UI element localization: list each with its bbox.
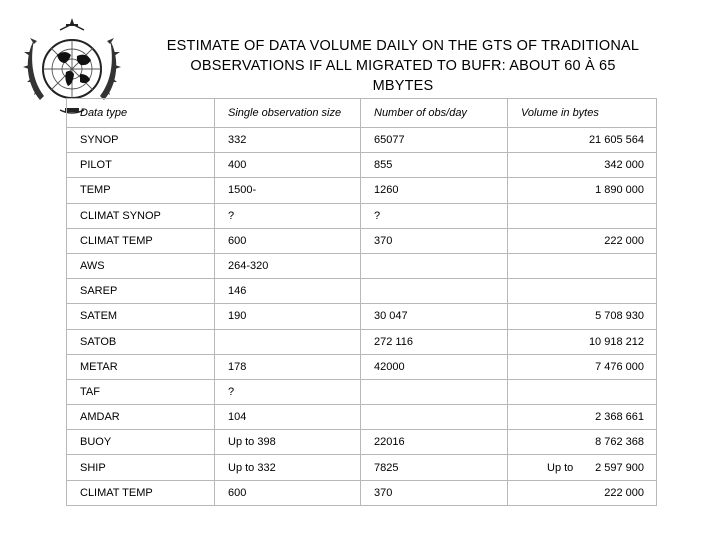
cell-observation-size: 332	[215, 128, 361, 153]
cell-obs-per-day: 65077	[361, 128, 508, 153]
cell-volume-bytes	[508, 329, 657, 354]
table-row	[67, 480, 657, 505]
cell-data-type: SATEM	[67, 304, 215, 329]
cell-observation-size: 600	[215, 480, 361, 505]
cell-data-type: CLIMAT TEMP	[67, 228, 215, 253]
cell-observation-size: Up to 332	[215, 455, 361, 480]
header-observation-size: Single observation size	[215, 99, 361, 128]
title-line: ESTIMATE OF DATA VOLUME DAILY ON THE GTS OF TRADITIONAL	[166, 38, 640, 54]
cell-obs-per-day: 370	[361, 228, 508, 253]
cell-volume-bytes	[508, 178, 657, 203]
cell-observation-size: 400	[215, 153, 361, 178]
cell-obs-per-day: 855	[361, 153, 508, 178]
table-row	[67, 405, 657, 430]
cell-observation-size: ?	[215, 379, 361, 404]
cell-data-type: CLIMAT TEMP	[67, 480, 215, 505]
cell-data-type: BUOY	[67, 430, 215, 455]
title-line: OBSERVATIONS IF ALL MIGRATED TO BUFR: ABOUT 60 À 65	[190, 58, 616, 74]
table-row	[67, 354, 657, 379]
cell-data-type: AMDAR	[67, 405, 215, 430]
table-row	[67, 455, 657, 480]
table-row	[67, 430, 657, 455]
cell-observation-size: 600	[215, 228, 361, 253]
table-row	[67, 228, 657, 253]
table-row	[67, 178, 657, 203]
volume-value: 2 368 661	[595, 411, 644, 424]
table-row	[67, 329, 657, 354]
volume-value: 342 000	[604, 159, 644, 172]
cell-obs-per-day: 370	[361, 480, 508, 505]
cell-observation-size: 104	[215, 405, 361, 430]
header-data-type: Data type	[67, 99, 215, 128]
cell-obs-per-day: 1260	[361, 178, 508, 203]
cell-volume-bytes	[508, 354, 657, 379]
cell-observation-size: 146	[215, 279, 361, 304]
volume-value: 222 000	[604, 234, 644, 247]
cell-observation-size: 264-320	[215, 253, 361, 278]
cell-volume-bytes	[508, 128, 657, 153]
cell-observation-size: Up to 398	[215, 430, 361, 455]
cell-volume-bytes	[508, 430, 657, 455]
cell-obs-per-day: 22016	[361, 430, 508, 455]
volume-value: 1 890 000	[595, 184, 644, 197]
cell-data-type: TAF	[67, 379, 215, 404]
cell-obs-per-day: ?	[361, 203, 508, 228]
volume-value: 10 918 212	[588, 335, 644, 348]
cell-data-type: SAREP	[67, 279, 215, 304]
header-volume-bytes: Volume in bytes	[508, 99, 657, 128]
cell-obs-per-day: 30 047	[361, 304, 508, 329]
table-header-row	[67, 99, 657, 128]
cell-volume-bytes	[508, 379, 657, 404]
cell-volume-bytes	[508, 203, 657, 228]
cell-data-type: METAR	[67, 354, 215, 379]
table-row	[67, 304, 657, 329]
cell-data-type: AWS	[67, 253, 215, 278]
table-row	[67, 153, 657, 178]
cell-obs-per-day	[361, 405, 508, 430]
cell-volume-bytes	[508, 304, 657, 329]
cell-volume-bytes	[508, 253, 657, 278]
data-volume-table	[66, 98, 657, 506]
cell-observation-size	[215, 329, 361, 354]
volume-value: 2 597 900	[595, 461, 644, 474]
table-row	[67, 203, 657, 228]
table-row	[67, 253, 657, 278]
cell-data-type: SHIP	[67, 455, 215, 480]
table-row	[67, 379, 657, 404]
cell-data-type: SYNOP	[67, 128, 215, 153]
cell-volume-bytes	[508, 405, 657, 430]
volume-prefix: Up to	[547, 461, 574, 474]
title-line: MBYTES	[372, 78, 434, 94]
volume-value: 5 708 930	[595, 310, 644, 323]
table-row	[67, 128, 657, 153]
cell-volume-bytes	[508, 228, 657, 253]
slide-title	[136, 36, 670, 96]
cell-obs-per-day: 7825	[361, 455, 508, 480]
cell-data-type: CLIMAT SYNOP	[67, 203, 215, 228]
header-obs-per-day: Number of obs/day	[361, 99, 508, 128]
cell-obs-per-day: 42000	[361, 354, 508, 379]
cell-volume-bytes	[508, 153, 657, 178]
volume-value: 222 000	[604, 486, 644, 499]
cell-data-type: TEMP	[67, 178, 215, 203]
cell-observation-size: 190	[215, 304, 361, 329]
cell-observation-size: ?	[215, 203, 361, 228]
cell-data-type: SATOB	[67, 329, 215, 354]
volume-value: 8 762 368	[595, 436, 644, 449]
table-row	[67, 279, 657, 304]
cell-volume-bytes	[508, 455, 657, 480]
cell-data-type: PILOT	[67, 153, 215, 178]
cell-obs-per-day	[361, 379, 508, 404]
volume-value: 7 476 000	[595, 360, 644, 373]
cell-volume-bytes	[508, 279, 657, 304]
cell-volume-bytes	[508, 480, 657, 505]
cell-obs-per-day	[361, 279, 508, 304]
volume-value: 21 605 564	[588, 134, 644, 147]
cell-observation-size: 1500-	[215, 178, 361, 203]
cell-obs-per-day: 272 116	[361, 329, 508, 354]
cell-observation-size: 178	[215, 354, 361, 379]
cell-obs-per-day	[361, 253, 508, 278]
